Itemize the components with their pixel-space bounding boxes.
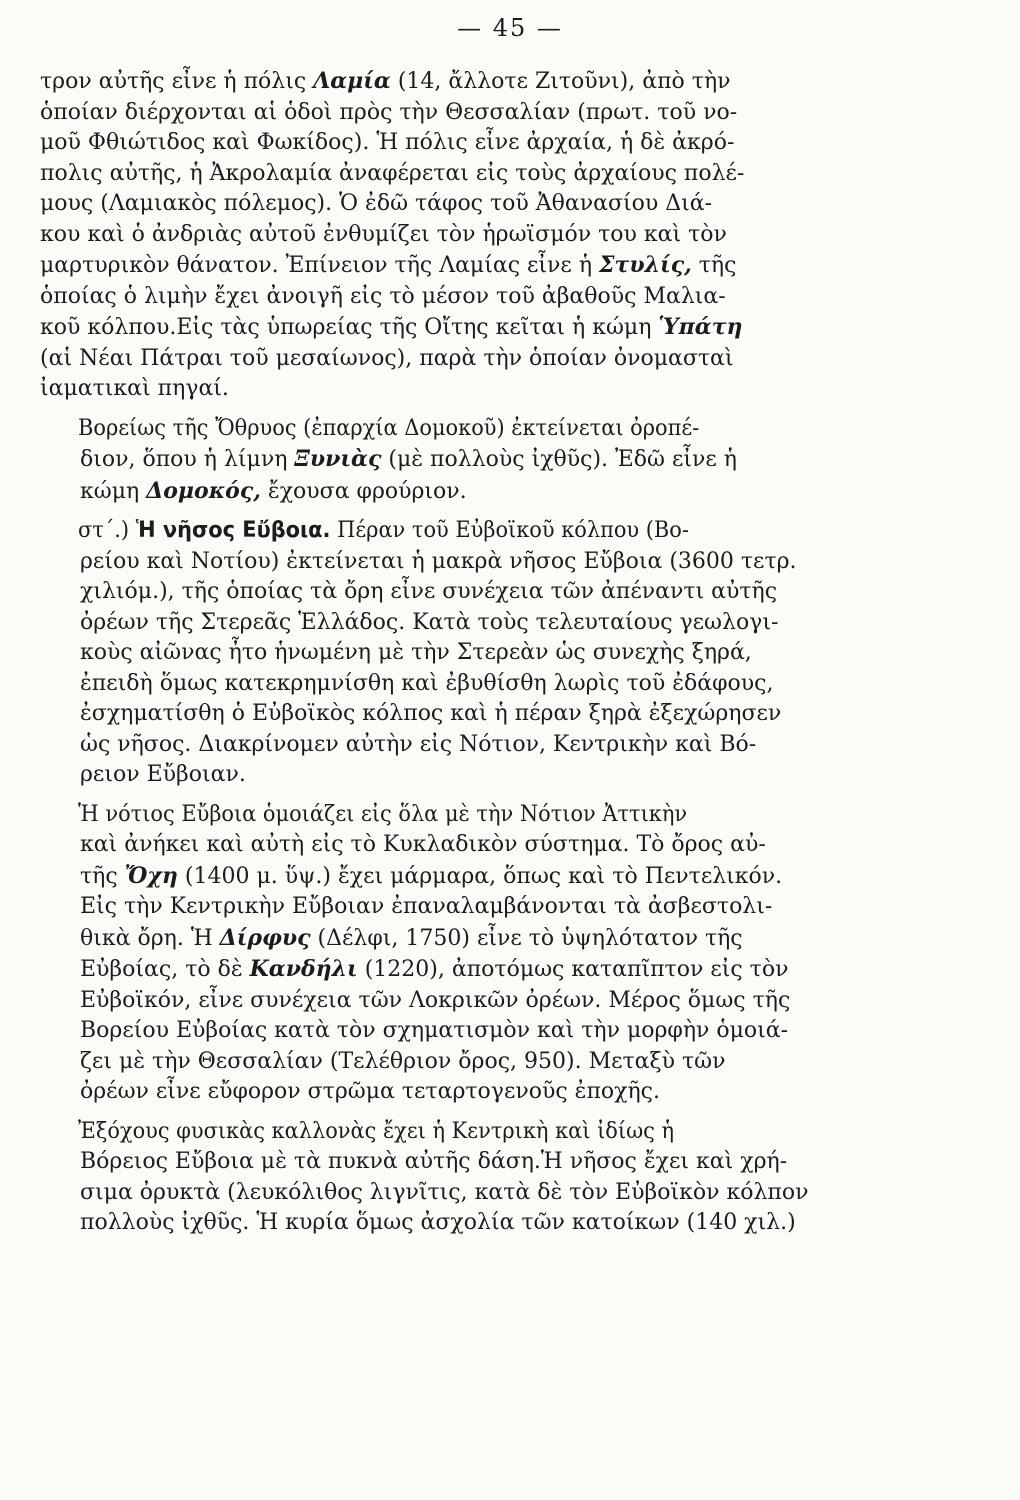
emphasized-term: Λαμία [313,68,391,94]
text-run: στ΄.) [78,518,136,543]
paragraph [40,800,840,1108]
paragraph [40,414,840,508]
text-run: Εἰς τὴν Κεντρικὴν Εὔβοιαν ἐπαναλαμβάνονται τὰ ἀσβεστολι- [80,894,773,919]
text-line [40,577,840,608]
text-run: (14, ἄλλοτε Ζιτοῦνι), ἀπὸ τὴν [390,69,731,94]
text-line [40,414,800,445]
text-line [40,159,840,190]
text-line [40,1077,840,1108]
text-line [40,760,840,791]
text-run: καὶ ἀνήκει καὶ αὐτὴ εἰς τὸ Κυκλαδικὸν σύστημα. Τὸ ὄρος αὐ- [80,832,766,857]
text-run: ἐπειδὴ ὅμως κατεκρημνίσθη καὶ ἐβυθίσθη λωρὶς τοῦ ἐδάφους, [80,670,774,696]
text-run: κου καὶ ὁ ἀνδριὰς αὐτοῦ ἐνθυμίζει τὸν ἡρωϊσμόν του καὶ τὸν [40,221,727,247]
text-run: τρον αὐτῆς εἶνε ἡ πόλις [40,69,314,94]
text-run: ἔχουσα φρούριον. [260,478,467,504]
body-text [40,66,840,1239]
text-line [40,954,840,986]
page-number: — 45 — [457,14,563,42]
text-run: θικὰ ὄρη. Ἡ [80,925,220,951]
text-line [40,1047,840,1078]
paragraph [40,1117,840,1239]
text-run: ὡς νῆσος. Διακρίνομεν αὐτὴν εἰς Νότιον, Κεντρικὴν καὶ Βό- [80,731,757,757]
text-run: ὁποίας ὁ λιμὴν ἔχει ἀνοιγῆ εἰς τὸ μέσον τοῦ ἀβαθοῦς Μαλια- [40,283,726,309]
text-run: ἐσχηματίσθη ὁ Εὐβοϊκὸς κόλπος καὶ ἡ πέραν ξηρὰ ἐξεχώρησεν [80,701,782,726]
text-line [40,547,840,578]
text-line [40,861,840,893]
text-run: τῆς [80,863,125,889]
text-line [40,282,840,313]
text-line [40,444,840,476]
text-line [40,189,840,220]
text-run: (1400 μ. ὕψ.) ἔχει μάρμαρα, ὅπως καὶ τὸ Πεντελικόν. [177,863,783,889]
text-run: (αἱ Νέαι Πάτραι τοῦ μεσαίωνος), παρὰ τὴν ὁποίαν ὀνομασταὶ [40,345,734,371]
text-line [40,699,840,730]
emphasized-term: Ὄχη [124,862,178,889]
text-run: Ἐξόχους φυσικὰς καλλονὰς ἔχει ἡ Κεντρικὴ καὶ ἰδίως ἡ [78,1118,675,1144]
text-line [40,374,840,405]
text-line [40,66,840,98]
text-line [40,1117,800,1148]
text-run: ὁποίαν διέρχονται αἱ ὁδοὶ πρὸς τὴν Θεσσαλίαν (πρωτ. τοῦ νο- [40,99,738,125]
text-line [40,892,840,923]
text-run: (1220), ἀποτόμως καταπῖπτον εἰς τὸν [357,957,789,982]
text-run: ρείου καὶ Νοτίου) ἐκτείνεται ἡ μακρὰ νῆσος Εὔβοια (3600 τετρ. [80,548,797,574]
text-line [40,220,840,251]
text-line [40,476,840,508]
text-line [40,1208,840,1239]
text-run: Βορείου Εὐβοίας κατὰ τὸν σχηματισμὸν καὶ τὴν μορφὴν ὁμοιά- [80,1018,789,1043]
text-run: ὀρέων εἶνε εὔφορον στρῶμα τεταρτογενοῦς ἐποχῆς. [80,1079,660,1104]
text-run: ζει μὲ τὴν Θεσσαλίαν (Τελέθριον ὄρος, 950). Μεταξὺ τῶν [80,1048,726,1074]
emphasized-term: Στυλίς, [599,252,692,278]
text-run: ρειον Εὔβοιαν. [80,762,246,787]
text-line [40,800,800,831]
text-line [40,344,840,375]
text-run: (μὲ πολλοὺς ἰχθῦς). Ἐδῶ εἶνε ἡ [381,447,737,472]
emphasized-term: Ξυνιὰς [294,446,382,472]
text-run: Βορείως τῆς Ὄθρυος (ἐπαρχία Δομοκοῦ) ἐκτείνεται ὀροπέ- [78,415,700,441]
emphasized-term: Δίρφυς [219,924,311,951]
text-line [40,98,840,129]
emphasized-term: Ἡ νῆσος Εὔβοια. [135,518,331,543]
text-run: κώμη [80,478,147,504]
text-line [40,1178,840,1209]
text-run: ὀρέων τῆς Στερεᾶς Ἑλλάδος. Κατὰ τοὺς τελευταίους γεωλογι- [80,609,779,635]
text-run: κοῦ κόλπου.Εἰς τὰς ὑπωρείας τῆς Οἴτης κεῖται ἡ κώμη [40,315,659,340]
text-line [40,516,800,547]
paragraph [40,516,840,791]
text-run: διον, ὅπου ἡ λίμνη [80,447,295,472]
emphasized-term: Ὑπάτη [658,314,743,340]
text-run: Εὐβοίας, τὸ δὲ [80,957,250,982]
text-line [40,128,840,159]
paragraph [40,66,840,405]
text-run: κοὺς αἰῶνας ἦτο ἡνωμένη μὲ τὴν Στερεὰν ὡς συνεχὴς ξηρά, [80,640,752,665]
text-run: πολλοὺς ἰχθῦς. Ἡ κυρία ὅμως ἀσχολία τῶν κατοίκων (140 χιλ.) [80,1210,796,1235]
text-run: χιλιόμ.), τῆς ὁποίας τὰ ὄρη εἶνε συνέχεια τῶν ἀπέναντι αὐτῆς [80,579,778,604]
text-line [40,608,840,639]
text-run: πολις αὐτῆς, ἡ Ἀκρολαμία ἀναφέρεται εἰς τοὺς ἀρχαίους πολέ- [40,160,745,186]
text-run: Βόρειος Εὔβοια μὲ τὰ πυκνὰ αὐτῆς δάση.Ἡ νῆσος ἔχει καὶ χρή- [80,1149,788,1174]
text-line [40,986,840,1017]
text-line [40,1016,840,1047]
text-run: μοῦ Φθιώτιδος καὶ Φωκίδος). Ἡ πόλις εἶνε ἀρχαία, ἡ δὲ ἀκρό- [40,130,735,155]
text-run: Πέραν τοῦ Εὐβοϊκοῦ κόλπου (Βο- [330,518,689,543]
text-run: τῆς [691,253,737,278]
text-line [40,1147,840,1178]
text-line [40,250,840,282]
text-run: μαρτυρικὸν θάνατον. Ἐπίνειον τῆς Λαμίας εἶνε ἡ [40,253,599,278]
text-run: μους (Λαμιακὸς πόλεμος). Ὁ ἐδῶ τάφος τοῦ Ἀθανασίου Διά- [40,191,713,216]
text-run: ἰαματικαὶ πηγαί. [40,376,229,401]
text-line [40,923,840,955]
text-run: Ἡ νότιος Εὔβοια ὁμοιάζει εἰς ὅλα μὲ τὴν Νότιον Ἀττικὴν [78,801,688,827]
text-line [40,638,840,669]
text-line [40,830,840,861]
text-run: σιμα ὀρυκτὰ (λευκόλιθος λιγνῖτις, κατὰ δὲ τὸν Εὐβοϊκὸν κόλπον [80,1179,809,1205]
text-line [40,730,840,761]
text-line [40,669,840,700]
text-run: Εὐβοϊκόν, εἶνε συνέχεια τῶν Λοκρικῶν ὀρέων. Μέρος ὅμως τῆς [80,987,791,1013]
text-run: (Δέλφι, 1750) εἶνε τὸ ὑψηλότατον τῆς [310,925,743,951]
emphasized-term: Κανδήλι [249,956,358,982]
text-line [40,312,840,344]
emphasized-term: Δομοκός, [146,477,261,504]
